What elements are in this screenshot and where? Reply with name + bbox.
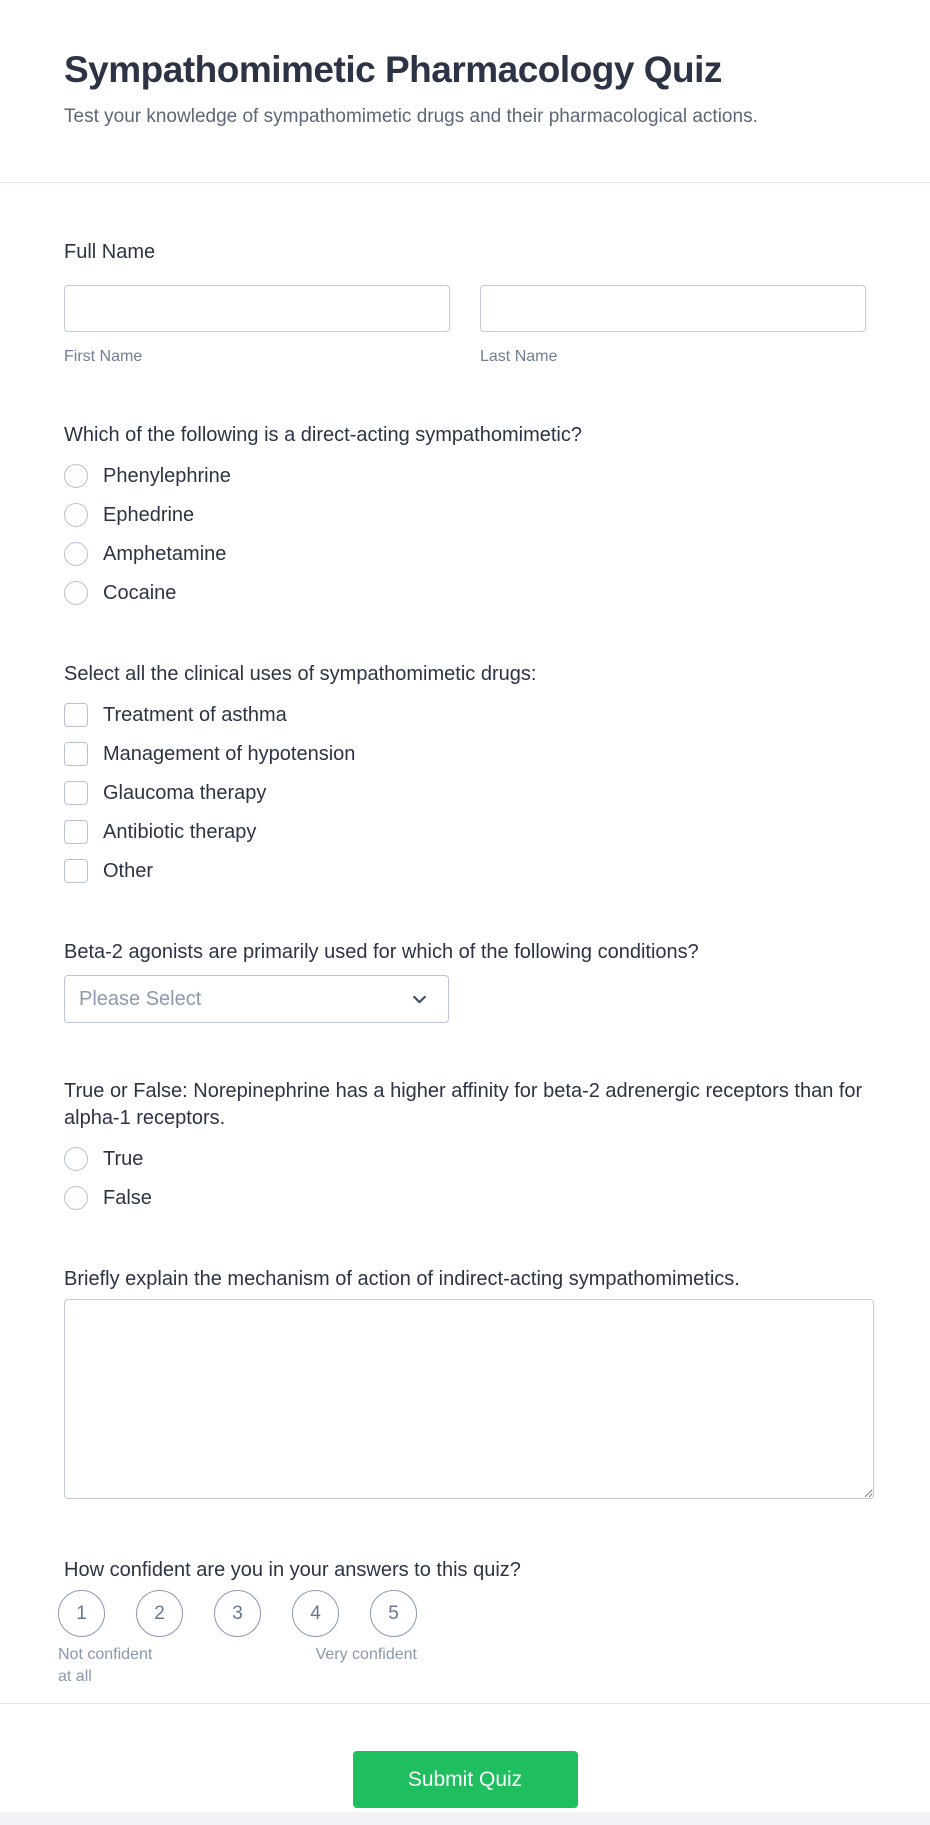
question-confidence — [58, 1557, 866, 1687]
scale-min-label: Not confident at all — [58, 1646, 153, 1685]
option-label: Antibiotic therapy — [103, 820, 257, 843]
question-label: Beta-2 agonists are primarily used for which of the following conditions? — [64, 941, 699, 963]
question-mechanism — [64, 1266, 866, 1499]
checkbox-option-glaucoma[interactable] — [64, 781, 866, 805]
question-label: Briefly explain the mechanism of action of indirect-acting sympathomimetics. — [64, 1268, 740, 1290]
page-subtitle: Test your knowledge of sympathomimetic drugs and their pharmacological actions. — [64, 106, 758, 128]
radio-icon[interactable] — [64, 464, 88, 488]
checkbox-icon[interactable] — [64, 859, 88, 883]
last-name-column — [480, 285, 866, 366]
mechanism-textarea[interactable] — [64, 1299, 874, 1499]
option-label: True — [103, 1147, 144, 1170]
option-label: Ephedrine — [103, 503, 195, 526]
checkbox-icon[interactable] — [64, 820, 88, 844]
checkbox-icon[interactable] — [64, 703, 88, 727]
checkbox-option-asthma[interactable] — [64, 703, 866, 727]
option-label: Cocaine — [103, 581, 177, 604]
option-label: Treatment of asthma — [103, 703, 287, 726]
last-name-sublabel: Last Name — [480, 348, 558, 365]
question-label: Which of the following is a direct-acting sympathomimetic? — [64, 424, 582, 446]
checkbox-icon[interactable] — [64, 742, 88, 766]
option-label: Amphetamine — [103, 542, 227, 565]
radio-option-false[interactable] — [64, 1186, 866, 1210]
scale-option-3[interactable]: 3 — [214, 1590, 261, 1637]
option-label: Phenylephrine — [103, 464, 231, 487]
checkbox-option-antibiotic[interactable] — [64, 820, 866, 844]
first-name-sublabel: First Name — [64, 348, 143, 365]
scale-max-label: Very confident — [315, 1646, 417, 1663]
question-label: True or False: Norepinephrine has a higher affinity for beta-2 adrenergic receptors than for alpha-1 receptors. — [64, 1080, 863, 1129]
radio-option-amphetamine[interactable] — [64, 542, 866, 566]
beta2-dropdown[interactable] — [64, 975, 449, 1023]
radio-option-true[interactable] — [64, 1147, 866, 1171]
name-inputs-row — [64, 285, 866, 366]
last-name-input[interactable] — [480, 285, 866, 332]
question-label: Select all the clinical uses of sympathomimetic drugs: — [64, 663, 537, 685]
checkbox-options — [64, 703, 866, 883]
radio-icon[interactable] — [64, 503, 88, 527]
form-body — [0, 239, 930, 1687]
question-direct-acting — [64, 422, 866, 605]
scale-rating — [58, 1590, 417, 1637]
form-header — [0, 0, 930, 183]
radio-option-cocaine[interactable] — [64, 581, 866, 605]
scale-option-4[interactable]: 4 — [292, 1590, 339, 1637]
scale-option-5[interactable]: 5 — [370, 1590, 417, 1637]
first-name-column — [64, 285, 450, 366]
radio-icon[interactable] — [64, 581, 88, 605]
submit-section — [0, 1751, 930, 1808]
full-name-label: Full Name — [64, 241, 156, 263]
submit-quiz-button[interactable]: Submit Quiz — [353, 1751, 578, 1808]
scale-option-2[interactable]: 2 — [136, 1590, 183, 1637]
chevron-down-icon — [411, 991, 428, 1008]
question-true-false — [64, 1078, 866, 1210]
scale-option-1[interactable]: 1 — [58, 1590, 105, 1637]
full-name-field — [64, 239, 866, 366]
radio-icon[interactable] — [64, 542, 88, 566]
checkbox-option-other[interactable] — [64, 859, 866, 883]
radio-icon[interactable] — [64, 1186, 88, 1210]
option-label: Glaucoma therapy — [103, 781, 267, 804]
option-label: False — [103, 1186, 152, 1209]
page-title: Sympathomimetic Pharmacology Quiz — [64, 49, 722, 90]
checkbox-icon[interactable] — [64, 781, 88, 805]
radio-options — [64, 464, 866, 605]
checkbox-option-hypotension[interactable] — [64, 742, 866, 766]
radio-option-ephedrine[interactable] — [64, 503, 866, 527]
radio-options — [64, 1147, 866, 1210]
divider — [0, 1703, 930, 1704]
radio-icon[interactable] — [64, 1147, 88, 1171]
question-clinical-uses — [64, 661, 866, 883]
radio-option-phenylephrine[interactable] — [64, 464, 866, 488]
question-beta2-agonists — [64, 939, 866, 1023]
dropdown-selected-value: Please Select — [79, 987, 202, 1010]
first-name-input[interactable] — [64, 285, 450, 332]
question-label: How confident are you in your answers to this quiz? — [64, 1559, 521, 1581]
option-label: Other — [103, 859, 154, 882]
scale-edge-labels — [58, 1644, 417, 1687]
option-label: Management of hypotension — [103, 742, 356, 765]
